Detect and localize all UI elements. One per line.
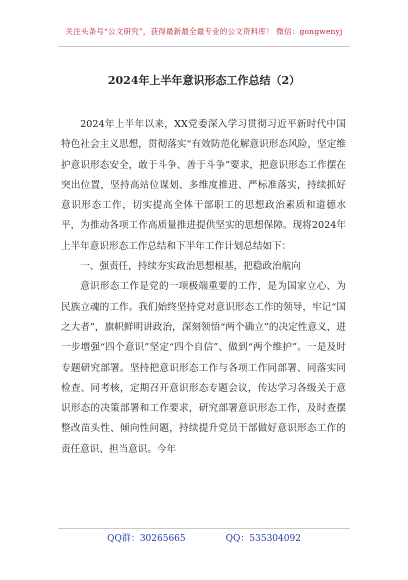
section-heading: 一、强责任，持续夯实政治思想根基，把稳政治航向: [80, 261, 301, 273]
qq-contact-text: QQ：535304092: [225, 534, 301, 544]
header-divider: [58, 46, 350, 47]
document-body: [61, 115, 346, 460]
footer-divider: [58, 528, 350, 529]
promo-footer: [0, 534, 408, 545]
promo-header-text: 关注头条号“公文研究”，获得最新最全最专业的公文资料库！ 微信：gongwenyj: [65, 27, 343, 36]
intro-paragraph: 2024年上半年以来，XX党委深入学习贯彻习近平新时代中国特色社会主义思想，贯彻落实“有效防范化解意识形态风险，坚定维护意识形态安全，敢于斗争、善于斗争”要求，把意识形态工作摆在突出位置，坚持高站位谋划、多维度推进、严标准落实，持续抓好意识形态工作，切实提高全体干部职工的思想政治素质和道德水平，为推动各项工作高质量推进提供坚实的思想保障。现将2024年上半年意识形态工作总结和下半年工作计划总结如下：: [61, 119, 346, 252]
document-title: 2024年上半年意识形态工作总结（2）: [107, 74, 301, 87]
qq-group-text: QQ群：30265665: [107, 534, 186, 544]
body-paragraph: 意识形态工作是党的一项极端重要的工作，是为国家立心、为民族立魂的工作。我们始终坚持党对意识形态工作的领导，牢记“国之大者”，旗帜鲜明讲政治，深刻领悟“两个确立”的决定性意义，进一步增强“四个意识”坚定“四个自信”、做到“两个维护”。一是及时专题研究部署。坚持把意识形态工作与各项工作同部署、同落实同检查、同考核，定期召开意识形态专题会议，传达学习各级关于意识形态的决策部署和工作要求，研究部署意识形态工作，及时查摆整改苗头性、倾向性问题，持续提升党员干部做好意识形态工作的责任意识、担当意识。今年: [61, 281, 346, 455]
